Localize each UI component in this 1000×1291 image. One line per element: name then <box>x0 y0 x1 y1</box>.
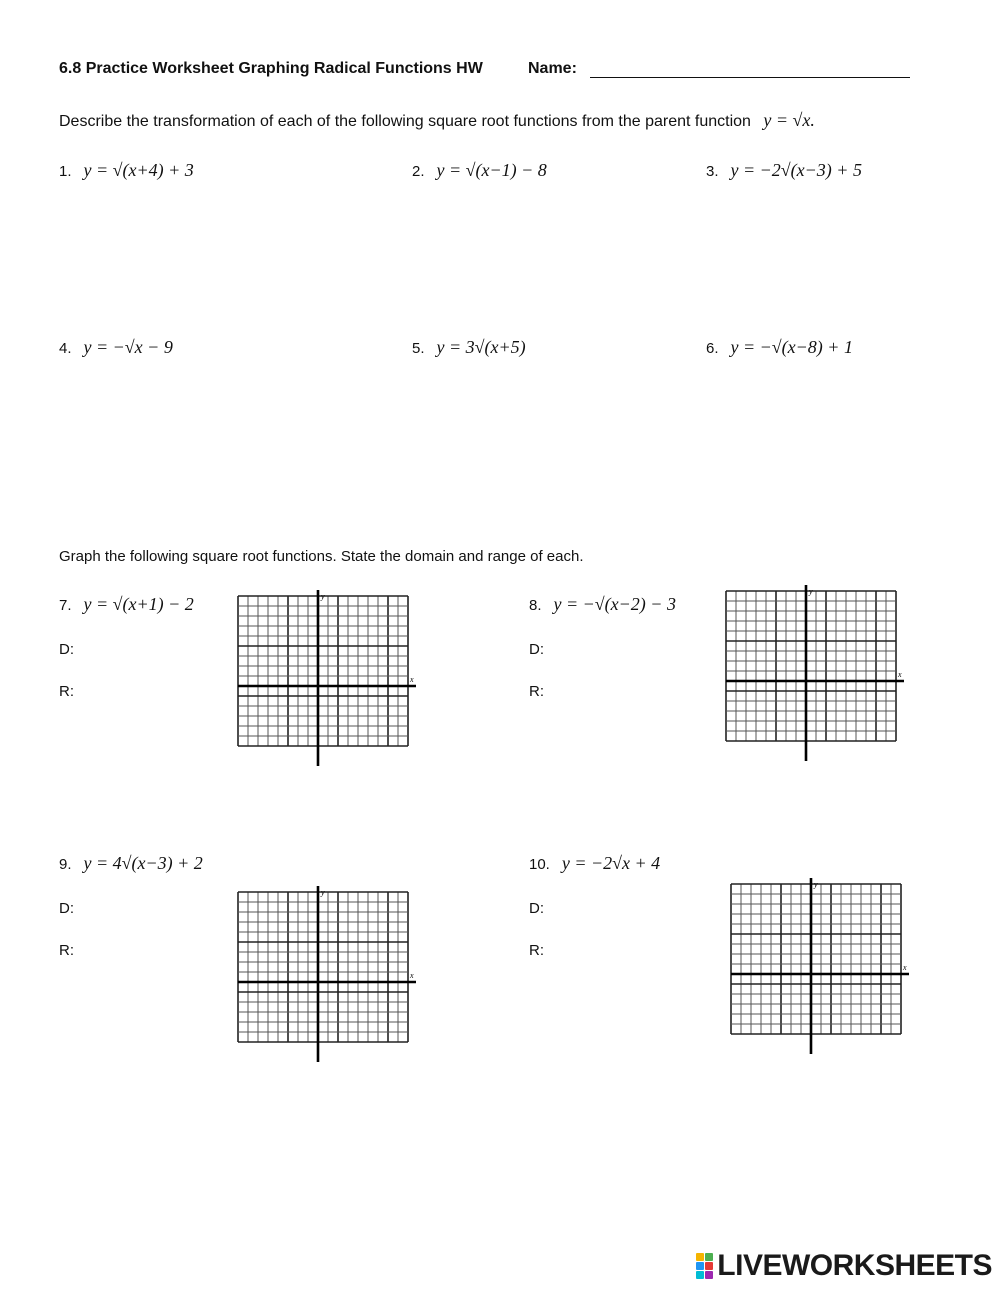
problem-number: 8. <box>529 597 542 614</box>
x-axis-label: x <box>903 963 907 972</box>
problem-1 <box>59 160 194 181</box>
liveworksheets-logo[interactable] <box>696 1249 992 1283</box>
problem-3 <box>706 160 862 181</box>
range-label-9: R: <box>59 942 74 959</box>
logo-block <box>705 1253 713 1261</box>
domain-label-7: D: <box>59 641 74 658</box>
problem-number: 9. <box>59 856 72 873</box>
instruction-text: Describe the transformation of each of the following square root functions from the parent function <box>59 113 751 130</box>
problem-number: 4. <box>59 340 72 357</box>
problem-9 <box>59 853 203 874</box>
problem-expression: y = −√x − 9 <box>83 337 173 357</box>
problem-number: 5. <box>412 340 425 357</box>
y-axis-label: y <box>809 587 813 596</box>
problem-5 <box>412 337 526 358</box>
problem-expression: y = −2√x + 4 <box>561 853 661 873</box>
y-axis-label: y <box>814 880 818 889</box>
range-label-7: R: <box>59 683 74 700</box>
problem-expression: y = 4√(x−3) + 2 <box>83 853 203 873</box>
problem-number: 2. <box>412 163 425 180</box>
logo-blocks-icon <box>696 1253 713 1279</box>
x-axis-label: x <box>410 675 414 684</box>
problem-expression: y = −2√(x−3) + 5 <box>730 160 862 180</box>
problem-number: 6. <box>706 340 719 357</box>
parent-function: y = √x. <box>763 110 815 130</box>
problem-number: 3. <box>706 163 719 180</box>
problem-10 <box>529 853 660 874</box>
problem-4 <box>59 337 173 358</box>
logo-block <box>705 1262 713 1270</box>
domain-label-9: D: <box>59 900 74 917</box>
problem-number: 7. <box>59 597 72 614</box>
y-axis-label: y <box>321 592 325 601</box>
x-axis-label: x <box>898 670 902 679</box>
problem-expression: y = √(x−1) − 8 <box>436 160 547 180</box>
graph-8[interactable] <box>724 585 906 761</box>
graph-7[interactable] <box>236 590 418 766</box>
logo-block <box>696 1271 704 1279</box>
problem-7 <box>59 594 194 615</box>
worksheet-title: 6.8 Practice Worksheet Graphing Radical Functions HW <box>59 60 483 77</box>
section1-instruction <box>59 110 815 131</box>
coordinate-grid[interactable] <box>729 878 911 1054</box>
problem-2 <box>412 160 547 181</box>
domain-label-8: D: <box>529 641 544 658</box>
range-label-8: R: <box>529 683 544 700</box>
domain-label-10: D: <box>529 900 544 917</box>
problem-expression: y = −√(x−8) + 1 <box>730 337 853 357</box>
x-axis-label: x <box>410 971 414 980</box>
problem-expression: y = −√(x−2) − 3 <box>553 594 676 614</box>
graph-9[interactable] <box>236 886 418 1062</box>
graph-10[interactable] <box>729 878 911 1054</box>
problem-expression: y = √(x+1) − 2 <box>83 594 194 614</box>
name-field-line[interactable] <box>590 77 910 78</box>
range-label-10: R: <box>529 942 544 959</box>
problem-number: 10. <box>529 856 550 873</box>
name-label: Name: <box>528 60 577 77</box>
section2-instruction: Graph the following square root functions. State the domain and range of each. <box>59 548 584 565</box>
coordinate-grid[interactable] <box>236 886 418 1062</box>
y-axis-label: y <box>321 888 325 897</box>
logo-block <box>696 1262 704 1270</box>
problem-expression: y = √(x+4) + 3 <box>83 160 194 180</box>
logo-block <box>705 1271 713 1279</box>
logo-block <box>696 1253 704 1261</box>
coordinate-grid[interactable] <box>724 585 906 761</box>
problem-6 <box>706 337 853 358</box>
problem-8 <box>529 594 676 615</box>
logo-text: LIVEWORKSHEETS <box>717 1249 992 1282</box>
problem-number: 1. <box>59 163 72 180</box>
problem-expression: y = 3√(x+5) <box>436 337 526 357</box>
coordinate-grid[interactable] <box>236 590 418 766</box>
